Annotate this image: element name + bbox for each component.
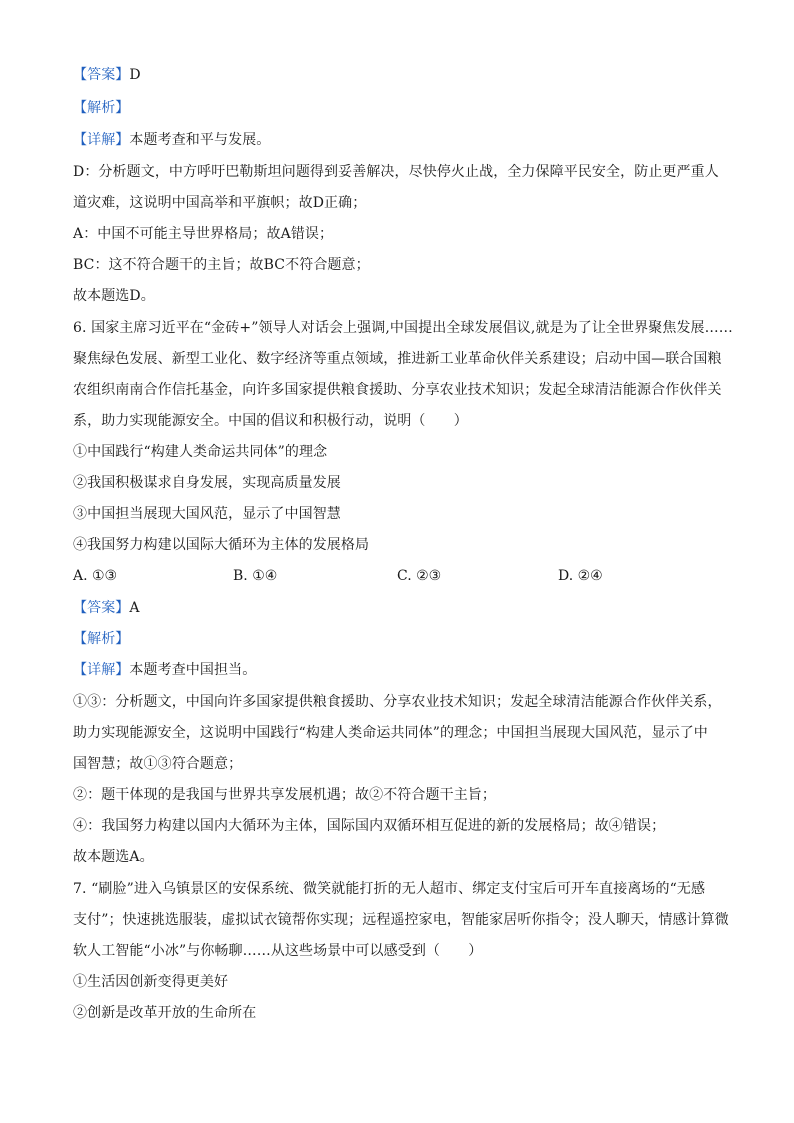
answer-tag: 【答案】 — [73, 600, 130, 616]
analysis-heading — [73, 98, 733, 118]
explanation-line: ①③：分析题文，中国向许多国家提供粮食援助、分享农业技术知识；发起全球清洁能源合作伙伴关系， — [73, 694, 722, 710]
explanation-line: ④：我国努力构建以国内大循环为主体，国际国内双循环相互促进的新的发展格局；故④错误； — [73, 818, 666, 834]
detail-intro: 本题考查和平与发展。 — [129, 132, 271, 148]
statement-item: ②我国积极谋求自身发展，实现高质量发展 — [73, 475, 341, 491]
option-d: D. ②④ — [558, 568, 603, 584]
explanation-line: 助力实现能源安全，这说明中国践行“构建人类命运共同体”的理念；中国担当展现大国风范，显示了中 — [73, 725, 708, 741]
detail-tag: 【详解】 — [73, 662, 130, 678]
conclusion-line: 故本题选A。 — [73, 849, 154, 865]
answer-value: A — [129, 600, 140, 616]
question-stem-line: 农组织南南合作信托基金，向许多国家提供粮食援助、分享农业技术知识；发起全球清洁能源合作伙伴关 — [73, 382, 722, 398]
detail-line — [73, 130, 733, 150]
question-stem-line: 软人工智能“小冰”与你畅聊……从这些场景中可以感受到（ ） — [73, 943, 483, 959]
answer-value: D — [129, 67, 141, 83]
answer-line — [73, 65, 733, 85]
statement-item: ①生活因创新变得更美好 — [73, 974, 229, 990]
question-stem-line: 7. “刷脸”进入乌镇景区的安保系统、微笑就能打折的无人超市、绑定支付宝后可开车直接离场的“无感 — [73, 881, 706, 897]
question-stem-line: 6. 国家主席习近平在“金砖+”领导人对话会上强调,中国提出全球发展倡议,就是为了让全世界聚焦发展…… — [73, 320, 733, 336]
detail-intro: 本题考查中国担当。 — [129, 662, 257, 678]
explanation-line: 国智慧；故①③符合题意； — [73, 756, 243, 772]
explanation-line: 道灾难，这说明中国高举和平旗帜；故D正确； — [73, 195, 367, 211]
explanation-line: ②：题干体现的是我国与世界共享发展机遇；故②不符合题干主旨； — [73, 787, 496, 803]
explanation-line: A：中国不可能主导世界格局；故A错误； — [73, 226, 334, 242]
option-a: A. ①③ — [73, 568, 118, 584]
analysis-tag: 【解析】 — [73, 100, 130, 116]
statement-item: ④我国努力构建以国际大循环为主体的发展格局 — [73, 537, 370, 553]
explanation-line: D：分析题文，中方呼吁巴勒斯坦问题得到妥善解决，尽快停火止战，全力保障平民安全，防止更严重人 — [73, 164, 719, 180]
question-stem-line: 系，助力实现能源安全。中国的倡议和积极行动，说明（ ） — [73, 413, 468, 429]
answer-tag: 【答案】 — [73, 67, 130, 83]
statement-item: ①中国践行“构建人类命运共同体”的理念 — [73, 444, 328, 460]
explanation-line: BC：这不符合题干的主旨；故BC不符合题意； — [73, 257, 370, 273]
statement-item: ②创新是改革开放的生命所在 — [73, 1005, 257, 1021]
option-c: C. ②③ — [397, 568, 442, 584]
analysis-tag: 【解析】 — [73, 631, 130, 647]
option-b: B. ①④ — [233, 568, 278, 584]
detail-line — [73, 660, 733, 680]
question-stem-line: 支付”；快速挑选服装，虚拟试衣镜帮你实现；远程遥控家电，智能家居听你指令；没人聊天，情感计算微 — [73, 912, 729, 928]
detail-tag: 【详解】 — [73, 132, 130, 148]
question-stem-line: 聚焦绿色发展、新型工业化、数字经济等重点领域，推进新工业革命伙伴关系建设；启动中国—联合国粮 — [73, 351, 722, 367]
statement-item: ③中国担当展现大国风范，显示了中国智慧 — [73, 506, 341, 522]
answer-line — [73, 598, 733, 618]
conclusion-line: 故本题选D。 — [73, 288, 155, 304]
analysis-heading — [73, 629, 733, 649]
